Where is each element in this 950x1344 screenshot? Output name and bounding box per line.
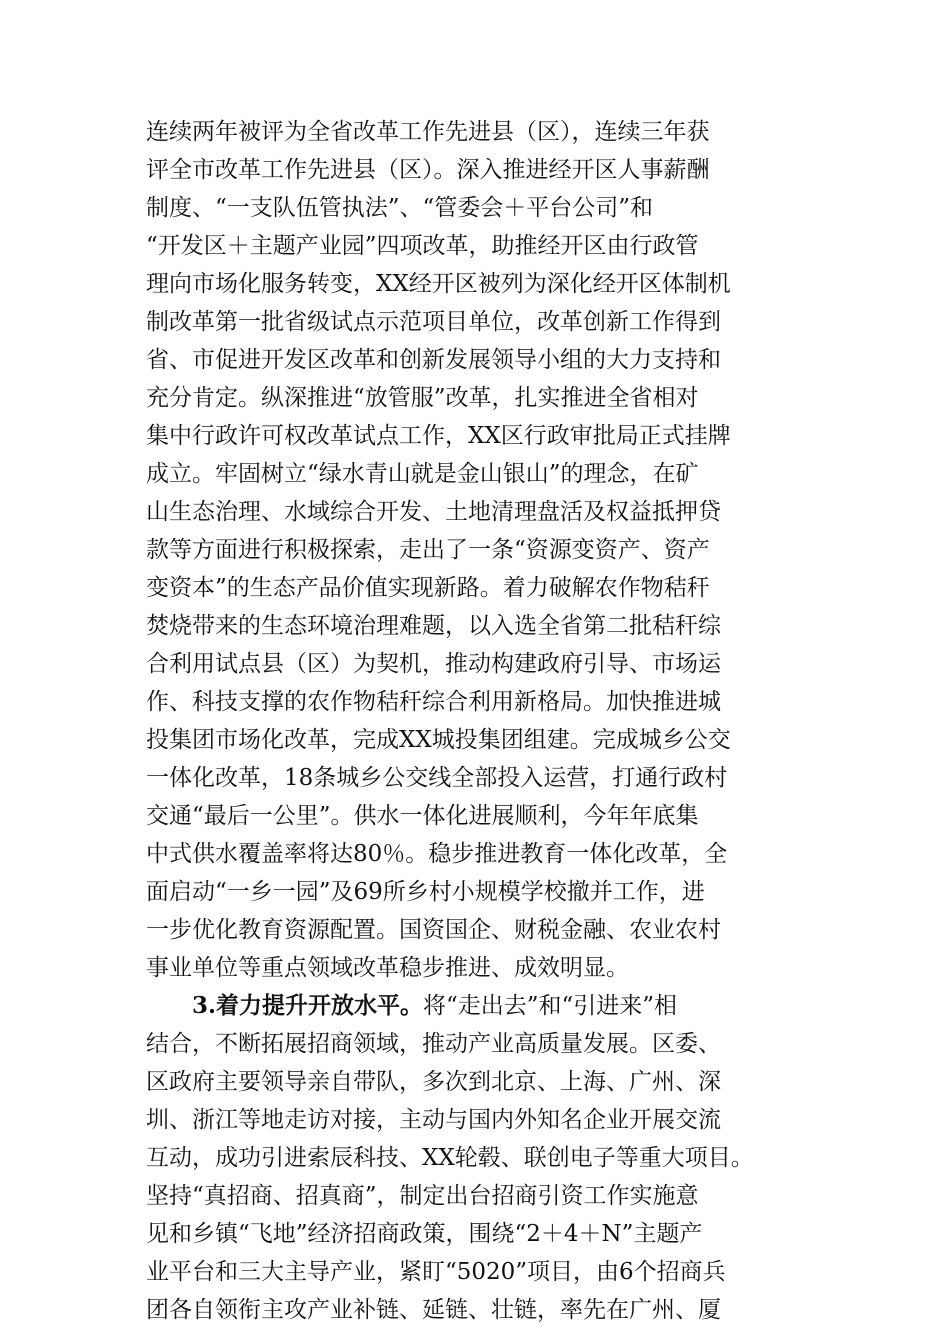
text-line: 连续两年被评为全省改革工作先进县（区），连续三年获: [146, 119, 710, 145]
text-line: 面启动“一乡一园”及69所乡村小规模学校撤并工作，进: [146, 879, 705, 905]
text-line: 事业单位等重点领域改革稳步推进、成效明显。: [146, 955, 629, 981]
text-line: 合利用试点县（区）为契机，推动构建政府引导、市场运: [146, 651, 721, 677]
text-line: “开发区＋主题产业园”四项改革，助推经开区由行政管: [146, 233, 699, 259]
text-line: 业平台和三大主导产业，紧盯“5020”项目，由6个招商兵: [146, 1259, 726, 1285]
paragraph-openness: [146, 987, 806, 1329]
text-line: 交通“最后一公里”。供水一体化进展顺利，今年年底集: [146, 803, 699, 829]
text-line: 焚烧带来的生态环境治理难题，以入选全省第二批秸秆综: [146, 613, 721, 639]
section-heading-line: [146, 987, 806, 1025]
text-line: 作、科技支撑的农作物秸秆综合利用新格局。加快推进城: [146, 689, 721, 715]
text-line: 理向市场化服务转变，XX经开区被列为深化经开区体制机: [146, 271, 731, 297]
text-line: 省、市促进开发区改革和创新发展领导小组的大力支持和: [146, 347, 721, 373]
text-line: 制改革第一批省级试点示范项目单位，改革创新工作得到: [146, 309, 721, 335]
text-line: 互动，成功引进索辰科技、XX轮毂、联创电子等重大项目。: [146, 1145, 754, 1171]
text-line: 中式供水覆盖率将达80％。稳步推进教育一体化改革，全: [146, 841, 728, 867]
text-line: 坚持“真招商、招真商”，制定出台招商引资工作实施意: [146, 1183, 699, 1209]
document-body: [146, 113, 806, 1329]
text-line: 制度、“一支队伍管执法”、“管委会＋平台公司”和: [146, 195, 654, 221]
text-line: 充分肯定。纵深推进“放管服”改革，扎实推进全省相对: [146, 385, 699, 411]
text-line: 一步优化教育资源配置。国资国企、财税金融、农业农村: [146, 917, 721, 943]
text-line: 圳、浙江等地走访对接，主动与国内外知名企业开展交流: [146, 1107, 721, 1133]
paragraph-reform: [146, 113, 806, 987]
text-line: 见和乡镇“飞地”经济招商政策，围绕“2＋4＋N”主题产: [146, 1221, 703, 1247]
text-line: 团各自领衔主攻产业补链、延链、壮链，率先在广州、厦: [146, 1297, 721, 1323]
text-line: 成立。牢固树立“绿水青山就是金山银山”的理念，在矿: [146, 461, 699, 487]
text-line: 投集团市场化改革，完成XX城投集团组建。完成城乡公交: [146, 727, 731, 753]
text-line: 变资本”的生态产品价值实现新路。着力破解农作物秸秆: [146, 575, 710, 601]
text-run: 将“走出去”和“引进来”相: [423, 993, 678, 1019]
text-line: 集中行政许可权改革试点工作，XX区行政审批局正式挂牌: [146, 423, 731, 449]
text-line: 一体化改革，18条城乡公交线全部投入运营，打通行政村: [146, 765, 728, 791]
text-line: 山生态治理、水域综合开发、土地清理盘活及权益抵押贷: [146, 499, 721, 525]
text-line: 结合，不断拓展招商领域，推动产业高质量发展。区委、: [146, 1031, 721, 1057]
text-line: 款等方面进行积极探索，走出了一条“资源变资产、资产: [146, 537, 710, 563]
text-line: 评全市改革工作先进县（区）。深入推进经开区人事薪酬: [146, 157, 710, 183]
text-line: 区政府主要领导亲自带队，多次到北京、上海、广州、深: [146, 1069, 721, 1095]
section-heading: 3.着力提升开放水平。: [192, 992, 424, 1019]
